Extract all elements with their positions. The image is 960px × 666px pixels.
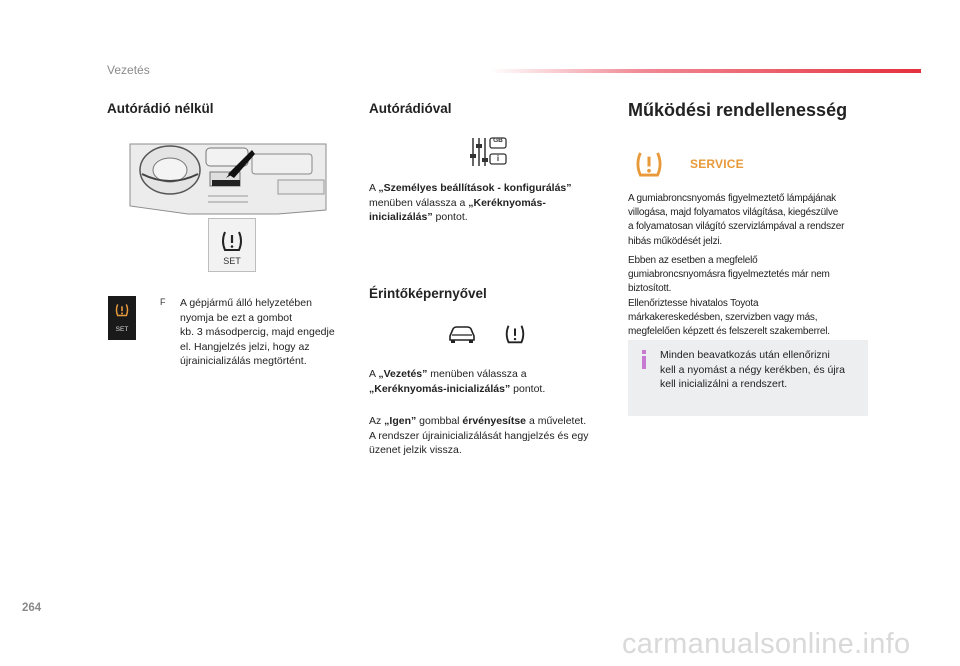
col3-p2-line: megfelelően képzett és felszerelt szakemberrel.	[628, 326, 830, 338]
gb-badge: GB	[493, 137, 503, 144]
text: Az	[369, 415, 385, 427]
col1-line: el. Hangjelzés jelzi, hogy az	[180, 340, 310, 353]
chapter-title: Vezetés	[107, 63, 150, 77]
car-icon	[448, 324, 476, 344]
col3-p2-line: biztosított.	[628, 283, 672, 295]
text: pontot.	[432, 211, 468, 223]
text: menüben válassza a	[369, 196, 469, 209]
tire-pressure-warning-icon	[632, 148, 666, 180]
col2-paragraph-1	[369, 181, 614, 225]
col3-p1-line: villogása, majd folyamatos világítása, kiegészülve	[628, 207, 839, 219]
col3-p2-line: gumiabroncsnyomásra figyelmeztetés már nem	[628, 269, 830, 281]
tire-pressure-warning-icon	[503, 322, 527, 346]
watermark: carmanualsonline.info	[622, 628, 911, 660]
col3-p2-line: márkakereskedésben, szervizben vagy más,	[628, 311, 818, 323]
header-accent-line	[490, 69, 921, 73]
col3-p2-line: Ellenőriztesse hivatalos Toyota	[628, 297, 759, 309]
text: A	[369, 368, 379, 380]
info-text	[660, 348, 865, 392]
col1-title: Autórádió nélkül	[107, 101, 214, 116]
col1-line: kb. 3 másodpercig, majd engedje	[180, 326, 335, 338]
menu-item: „Keréknyomás-	[468, 196, 546, 209]
service-warning-label: SERVICE	[690, 157, 744, 171]
col2-p1-line	[369, 196, 614, 211]
button-name: „Igen”	[384, 415, 417, 427]
col2-p2-line	[369, 367, 614, 382]
info-icon	[639, 350, 649, 370]
col3-paragraph-1	[628, 192, 868, 249]
col2-p1-line	[369, 210, 614, 225]
text: a műveletet.	[526, 415, 587, 427]
col3-title: Működési rendellenesség	[628, 100, 848, 120]
i-badge: i	[496, 154, 500, 163]
col1-line: A gépjármű álló helyzetében	[180, 297, 312, 309]
text: A	[369, 182, 379, 194]
col2-title: Autórádióval	[369, 101, 452, 116]
col1-line: nyomja be ezt a gombot	[180, 311, 293, 324]
menu-name: „Személyes beállítások - konfigurálás”	[378, 182, 572, 194]
col1-line: újrainicializálás megtörtént.	[180, 355, 307, 367]
touchscreen-title: Érintőképernyővel	[369, 286, 487, 301]
info-line: kell a nyomást a négy kerékben, és újra	[660, 363, 846, 376]
menu-item: „Keréknyomás-inicializálás”	[369, 382, 511, 395]
col3-p1-line: hibás működését jelzi.	[628, 235, 722, 247]
bullet-arrow-icon: F	[160, 297, 166, 307]
tire-pressure-warning-icon	[219, 228, 245, 254]
col2-p3-line	[369, 414, 614, 429]
text: pontot.	[510, 382, 546, 395]
col2-paragraph-3	[369, 414, 614, 458]
col3-p1-line: A gumiabroncsnyomás figyelmeztető lámpájának	[628, 193, 836, 204]
col3-p1-line: a folyamatosan világító szervizlámpával a rendszer	[628, 221, 845, 233]
info-line: Minden beavatkozás után ellenőrizni	[660, 349, 830, 361]
col2-p3-line: A rendszer újrainicializálását hangjelzés és egy	[369, 429, 589, 442]
text: menüben válassza a	[427, 368, 527, 380]
col3-p2-line: Ebben az esetben a megfelelő	[628, 255, 758, 266]
col1-paragraph	[180, 296, 355, 369]
col3-paragraph-2	[628, 254, 868, 339]
col2-p3-line: üzenet jelzik vissza.	[369, 444, 462, 456]
col2-p2-line	[369, 382, 614, 397]
dashboard-illustration	[128, 140, 328, 218]
set-button-label: SET	[223, 256, 241, 266]
info-line: kell inicializálni a rendszert.	[660, 378, 788, 390]
col2-p1-line	[369, 181, 614, 196]
emphasis: érvényesítse	[462, 415, 527, 427]
text: gombbal	[416, 415, 463, 427]
menu-name: „Vezetés”	[378, 368, 428, 380]
menu-item: inicializálás”	[369, 211, 433, 223]
col2-paragraph-2	[369, 367, 614, 396]
set-button-small-label: SET	[115, 326, 129, 333]
tire-pressure-warning-icon	[114, 302, 130, 318]
page-number: 264	[22, 602, 42, 614]
